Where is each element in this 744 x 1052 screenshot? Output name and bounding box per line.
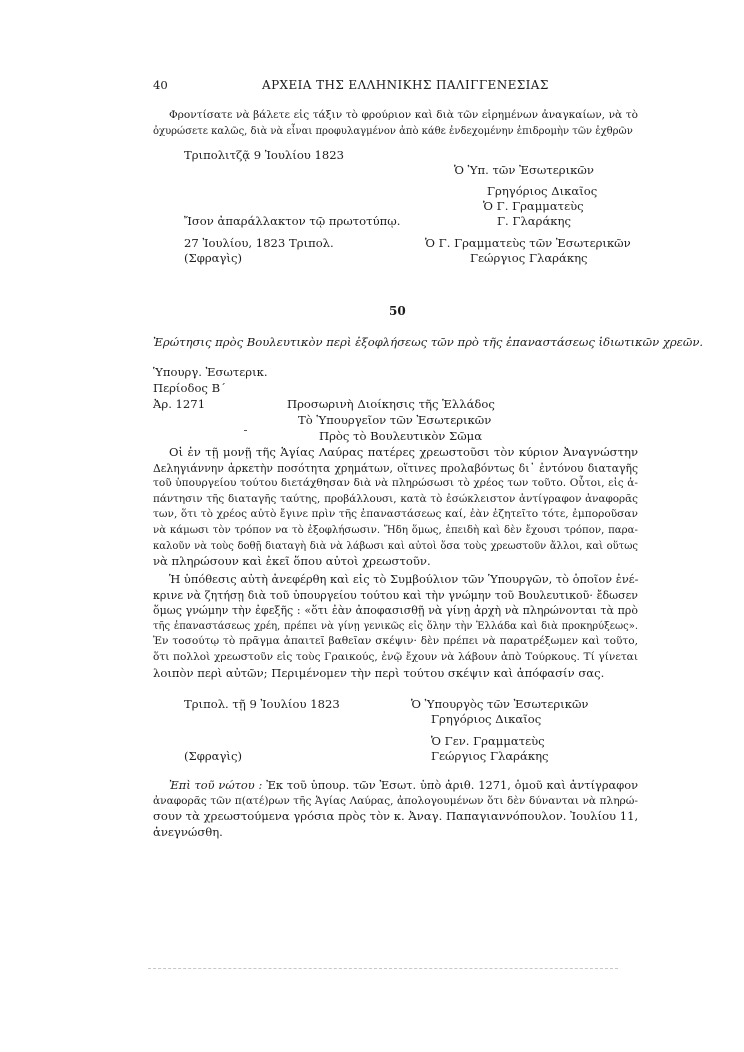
seal: (Σφραγὶς) <box>184 749 242 763</box>
signature-title: Ὁ Ὑπουργὸς τῶν Ἐσωτερικῶν <box>411 697 589 711</box>
running-title: ΑΡΧΕΙΑ ΤΗΣ ΕΛΛΗΝΙΚΗΣ ΠΑΛΙΓΓΕΝΕΣΙΑΣ <box>262 78 549 92</box>
print-mark <box>244 430 247 431</box>
text-line: ὀχυρώσετε καλῶς, διὰ νὰ εἶναι προφυλαγμένον ἀπὸ κάθε ἐνδεχομένην ἐπιδρομὴν τῶν ἐχθρῶν <box>153 125 633 137</box>
prev-document-body <box>153 108 638 139</box>
copy-certification: Ἴσον ἀπαράλλακτον τῷ πρωτοτύπῳ. <box>184 214 401 228</box>
text-line: καλοῦν νὰ τοὺς δοθῇ διαταγὴ διὰ νὰ λάβωσι καὶ αὐτοὶ ὅσα τοὺς χρεωστοῦν ἄλλοι, καὶ οὕτως <box>153 540 638 552</box>
address-recipient: Πρὸς τὸ Βουλευτικὸν Σῶμα <box>319 429 483 443</box>
copy-signature-title: Ὁ Γ. Γραμματεὺς τῶν Ἐσωτερικῶν <box>425 236 631 250</box>
place-date: Τριπολ. τῇ 9 Ἰουλίου 1823 <box>184 697 340 711</box>
verso-text: Ἐκ τοῦ ὑπουρ. τῶν Ἐσωτ. ὑπὸ ἀριθ. 1271, ὁμοῦ καὶ ἀντίγραφον <box>266 778 638 792</box>
text-line: νὰ πληρώσουν καὶ ἐκεῖ ὅπου αὐτοὶ χρεωστοῦν. <box>153 554 431 569</box>
text-line: Ἡ ὑπόθεσις αὐτὴ ἀνεφέρθη καὶ εἰς τὸ Συμβούλιον τῶν Ὑπουργῶν, τὸ ὁποῖον ἐνέ- <box>169 572 639 586</box>
text-line: ὅμως γνώμην τὴν ἐφεξῆς : «ὅτι ἐὰν ἀποφασισθῇ νὰ γίνῃ ἀρχὴ νὰ πληρώνονται τὰ πρὸ <box>153 604 638 618</box>
verso-note <box>153 778 638 840</box>
text-line: Οἱ ἐν τῇ μονῇ τῆς Ἁγίας Λαύρας πατέρες χρεωστοῦσι τὸν κύριον Ἀναγνώστην <box>169 445 638 459</box>
text-line: πάντησιν τῆς διαταγῆς ταύτης, προβάλλουσι, κατὰ τὸ ἐσώκλειστον ἀντίγραφον ἀναφορᾶς <box>153 492 638 505</box>
text-line: ἀναφορᾶς τῶν π(ατέ)ρων τῆς Ἁγίας Λαύρας, ἀπολογουμένων ὅτι δὲν δύνανται νὰ πληρώ- <box>153 794 638 807</box>
text-line <box>153 778 638 794</box>
text-line: των, ὅτι τὸ χρέος αὐτὸ ἔγινε πρὶν τῆς ἐπαναστάσεως καί, ἐὰν ἐζητεῖτο τότε, ἐμποροῦσαν <box>153 508 638 521</box>
prev-signature-name: Γρηγόριος Δικαῖος <box>487 184 598 198</box>
address-government: Προσωρινὴ Διοίκησις τῆς Ἑλλάδος <box>287 397 495 411</box>
text-line: ὅτι πολλοὶ χρεωστοῦν εἰς τοὺς Γραικούς, ἐνῷ ἔχουν νὰ λάβουν ἀπὸ Τούρκους. Τί γίνεται <box>153 650 638 663</box>
text-line: τῆς ἐπαναστάσεως χρέη, πρέπει νὰ γίνῃ γενικῶς εἰς ὅλην τὴν Ἑλλάδα καὶ διὰ προκηρύξεως». <box>153 620 638 632</box>
copy-signature-name: Γεώργιος Γλαράκης <box>470 251 588 265</box>
text-line: Φροντίσατε νὰ βάλετε εἰς τάξιν τὸ φρούριον καὶ διὰ τῶν εἰρημένων ἀναγκαίων, νὰ τὸ <box>169 109 638 121</box>
document-title: Ἐρώτησις πρὸς Βουλευτικὸν περὶ ἐξοφλήσεως τῶν πρὸ τῆς ἐπαναστάσεως ἰδιωτικῶν χρεῶν. <box>153 335 704 349</box>
text-line: Ἐν τοσούτῳ τὸ πρᾶγμα ἀπαιτεῖ βαθεῖαν σκέψιν· δὲν πρέπει νὰ παρατρέξωμεν καὶ τοῦτο, <box>153 635 638 648</box>
copy-seal: (Σφραγὶς) <box>184 251 242 265</box>
text-line: ἀνεγνώσθη. <box>153 824 223 839</box>
text-line: νὰ κάμωσι τὸν τρόπον να τὸ ἐξοφλήσωσιν. Ἤδη ὅμως, ἐπειδὴ καὶ δὲν ἔχουσι τρόπον, παρα- <box>153 524 638 536</box>
signature-name: Γρηγόριος Δικαῖος <box>431 712 542 726</box>
reference-number: Ἀρ. 1271 <box>153 397 206 411</box>
text-line: τοῦ ὑπουργείου τούτου διετάχθησαν διὰ νὰ πληρώσωσι τὸ χρέος των τοῦτο. Οὗτοι, εἰς ἀ- <box>153 477 638 490</box>
text-line: λοιπὸν περὶ αὐτῶν; Περιμένομεν τὴν περὶ τούτου σκέψιν καὶ ἀπόφασίν σας. <box>153 665 605 680</box>
secretary-title: Ὁ Γεν. Γραμματεὺς <box>431 734 545 748</box>
verso-label: Ἐπὶ τοῦ νώτου : <box>169 778 263 792</box>
text-line: σουν τὰ χρεωστούμενα γρόσια πρὸς τὸν κ. Ἀναγ. Παπαγιαννόπουλον. Ἰουλίου 11, <box>153 809 639 824</box>
prev-signature-title: Ὁ Ὑπ. τῶν Ἐσωτερικῶν <box>454 163 594 177</box>
prev-secretary-name: Γ. Γλαράκης <box>497 214 571 228</box>
scan-artifact-line <box>148 968 618 970</box>
paragraph-2 <box>153 572 638 681</box>
copy-date: 27 Ἰουλίου, 1823 Τριπολ. <box>184 236 334 250</box>
document-number: 50 <box>389 304 406 318</box>
prev-secretary-title: Ὁ Γ. Γραμματεὺς <box>483 199 584 213</box>
text-line: Δεληγιάννην ἀρκετὴν ποσότητα χρημάτων, οἵτινες προλαβόντως δι᾽ ἐντόνου διαταγῆς <box>153 461 638 475</box>
reference-period: Περίοδος Β΄ <box>153 381 226 395</box>
address-ministry: Τὸ Ὑπουργεῖον τῶν Ἐσωτερικῶν <box>298 413 492 427</box>
paragraph-1 <box>153 445 638 570</box>
prev-place-date: Τριπολιτζᾷ 9 Ἰουλίου 1823 <box>184 148 345 162</box>
page-number: 40 <box>153 78 168 92</box>
reference-ministry: Ὑπουργ. Ἐσωτερικ. <box>153 365 268 379</box>
text-line: κρινε νὰ ζητήσῃ διὰ τοῦ ὑπουργείου τούτου καὶ τὴν γνώμην τοῦ Βουλευτικοῦ· ἔδωσεν <box>153 588 638 602</box>
secretary-name: Γεώργιος Γλαράκης <box>431 749 549 763</box>
